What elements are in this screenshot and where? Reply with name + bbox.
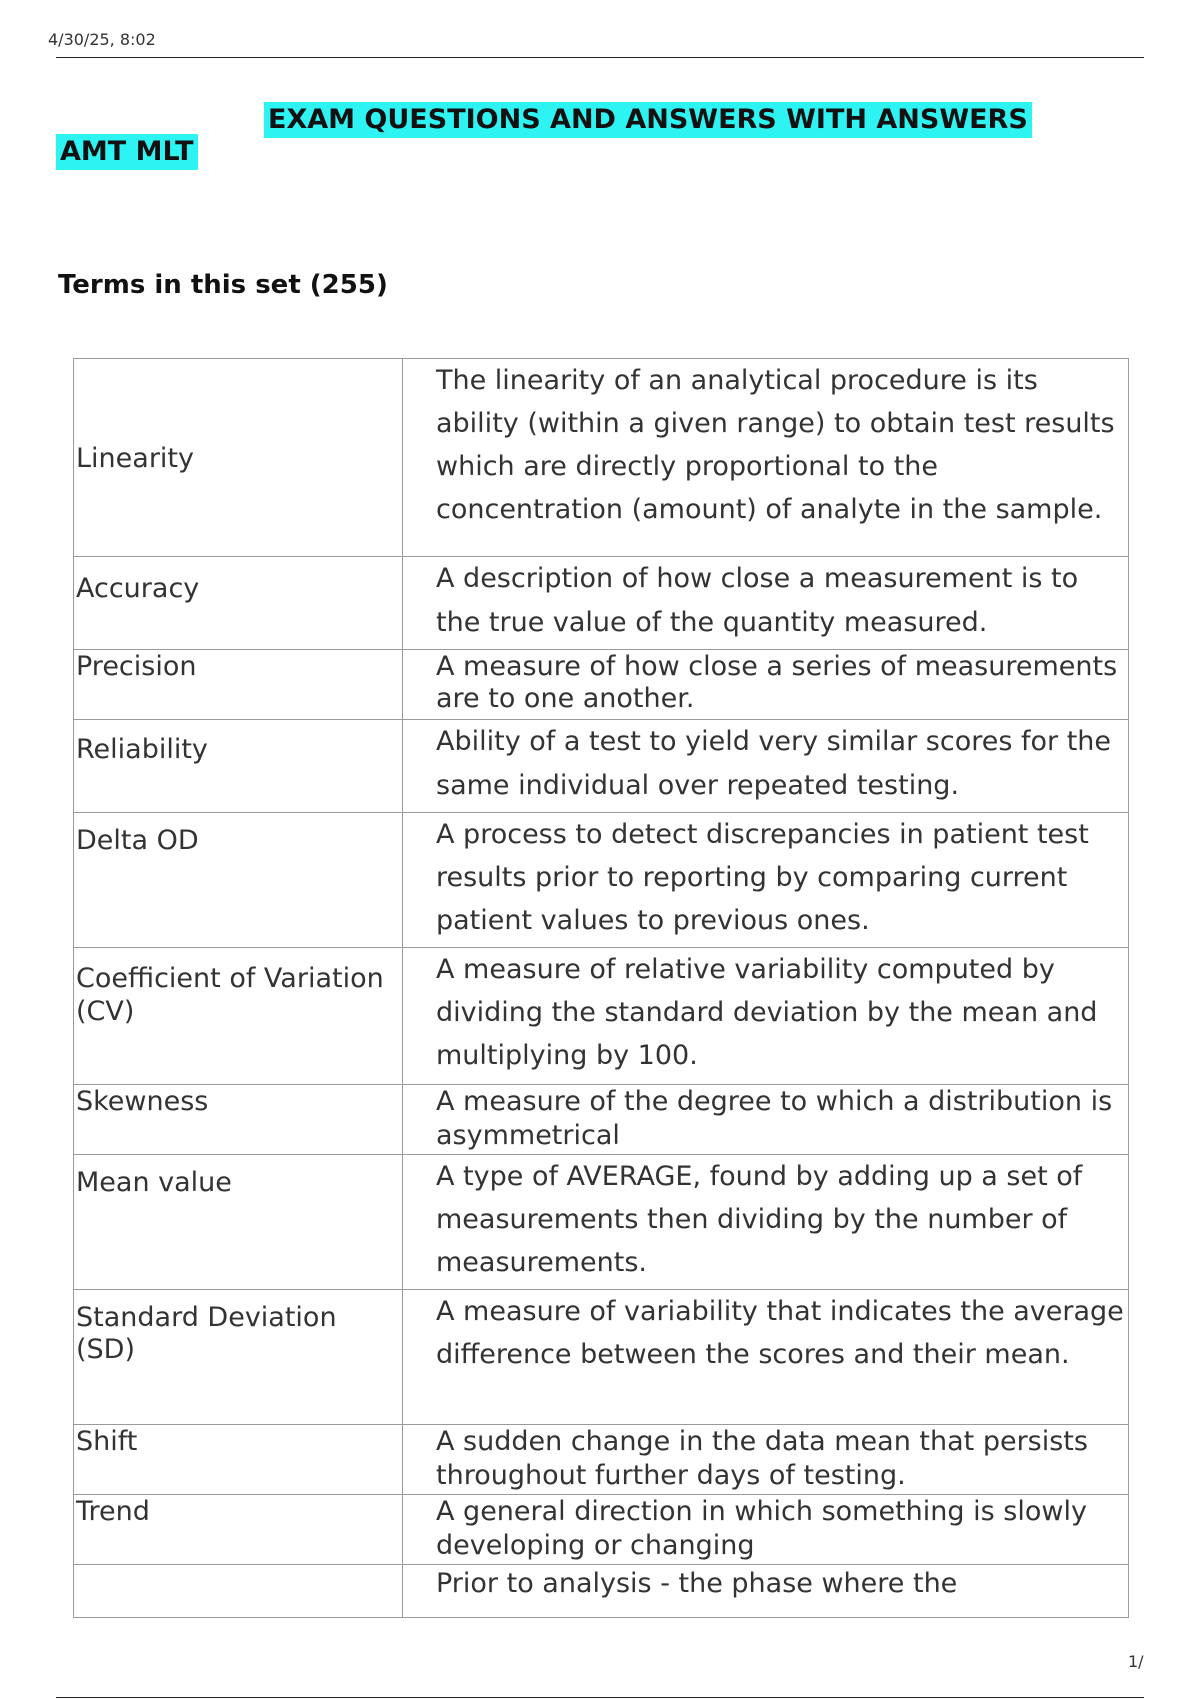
definition-text: A process to detect discrepancies in patient test results prior to reporting by comparing current patient values to previous ones. — [436, 819, 1089, 936]
definition-text: A measure of the degree to which a distribution is asymmetrical — [436, 1086, 1113, 1151]
definition-text: A type of AVERAGE, found by adding up a set of measurements then dividing by the number of measurements. — [436, 1161, 1083, 1278]
table-row — [74, 1155, 1129, 1290]
term-cell — [74, 1565, 403, 1618]
table-row — [74, 1290, 1129, 1425]
term-cell — [74, 1085, 403, 1155]
term-text: Linearity — [76, 443, 194, 474]
definition-text: A general direction in which something is slowly developing or changing — [436, 1496, 1087, 1561]
term-cell — [74, 1155, 403, 1290]
definition-cell — [403, 813, 1129, 948]
header-rule — [56, 57, 1144, 58]
document-subtitle: AMT MLT — [56, 134, 198, 170]
term-cell — [74, 948, 403, 1085]
definition-text: A description of how close a measurement is to the true value of the quantity measured. — [436, 563, 1079, 638]
table-row — [74, 1425, 1129, 1495]
term-cell — [74, 1495, 403, 1565]
definition-text: Prior to analysis - the phase where the — [436, 1568, 958, 1599]
table-row — [74, 1085, 1129, 1155]
term-cell — [74, 359, 403, 557]
table-row — [74, 650, 1129, 720]
term-text: Mean value — [76, 1167, 232, 1198]
term-cell — [74, 650, 403, 720]
table-row — [74, 557, 1129, 650]
definition-cell — [403, 1290, 1129, 1425]
term-text: Standard Deviation (SD) — [76, 1302, 337, 1365]
definition-cell — [403, 720, 1129, 813]
term-text: Precision — [76, 651, 197, 682]
definition-text: Ability of a test to yield very similar scores for the same individual over repeated testing. — [436, 726, 1111, 801]
print-timestamp: 4/30/25, 8:02 — [48, 30, 156, 49]
table-row — [74, 813, 1129, 948]
definition-text: A measure of variability that indicates the average difference between the scores and their mean. — [436, 1296, 1124, 1370]
term-cell — [74, 813, 403, 948]
table-row — [74, 1495, 1129, 1565]
definition-cell — [403, 1155, 1129, 1290]
document-title: EXAM QUESTIONS AND ANSWERS WITH ANSWERS — [264, 102, 1032, 138]
definition-text: A measure of how close a series of measurements are to one another. — [436, 651, 1118, 714]
definition-text: A sudden change in the data mean that persists throughout further days of testing. — [436, 1426, 1088, 1491]
term-text: Trend — [76, 1496, 150, 1527]
term-cell — [74, 1290, 403, 1425]
term-cell — [74, 1425, 403, 1495]
term-text: Shift — [76, 1426, 138, 1457]
page-number: 1/ — [1128, 1652, 1144, 1671]
set-heading: Terms in this set (255) — [58, 270, 388, 300]
definition-cell — [403, 1565, 1129, 1618]
table-row — [74, 720, 1129, 813]
definition-cell — [403, 1495, 1129, 1565]
term-text: Skewness — [76, 1086, 209, 1117]
term-text: Coefficient of Variation (CV) — [76, 963, 384, 1027]
term-cell — [74, 720, 403, 813]
terms-table — [73, 358, 1129, 1618]
table-row — [74, 359, 1129, 557]
term-text: Reliability — [76, 734, 208, 765]
definition-cell — [403, 359, 1129, 557]
term-text: Delta OD — [76, 825, 199, 856]
definition-cell — [403, 1085, 1129, 1155]
definition-cell — [403, 1425, 1129, 1495]
footer-rule — [56, 1697, 1144, 1698]
table-row — [74, 1565, 1129, 1618]
term-text: Accuracy — [76, 573, 200, 604]
definition-cell — [403, 650, 1129, 720]
definition-text: A measure of relative variability computed by dividing the standard deviation by the mean and multiplying by 100. — [436, 954, 1098, 1071]
term-cell — [74, 557, 403, 650]
definition-cell — [403, 948, 1129, 1085]
definition-text: The linearity of an analytical procedure is its ability (within a given range) to obtain test results which are directly proportional to the concentration (amount) of analyte in the sample. — [436, 365, 1115, 525]
table-row — [74, 948, 1129, 1085]
definition-cell — [403, 557, 1129, 650]
